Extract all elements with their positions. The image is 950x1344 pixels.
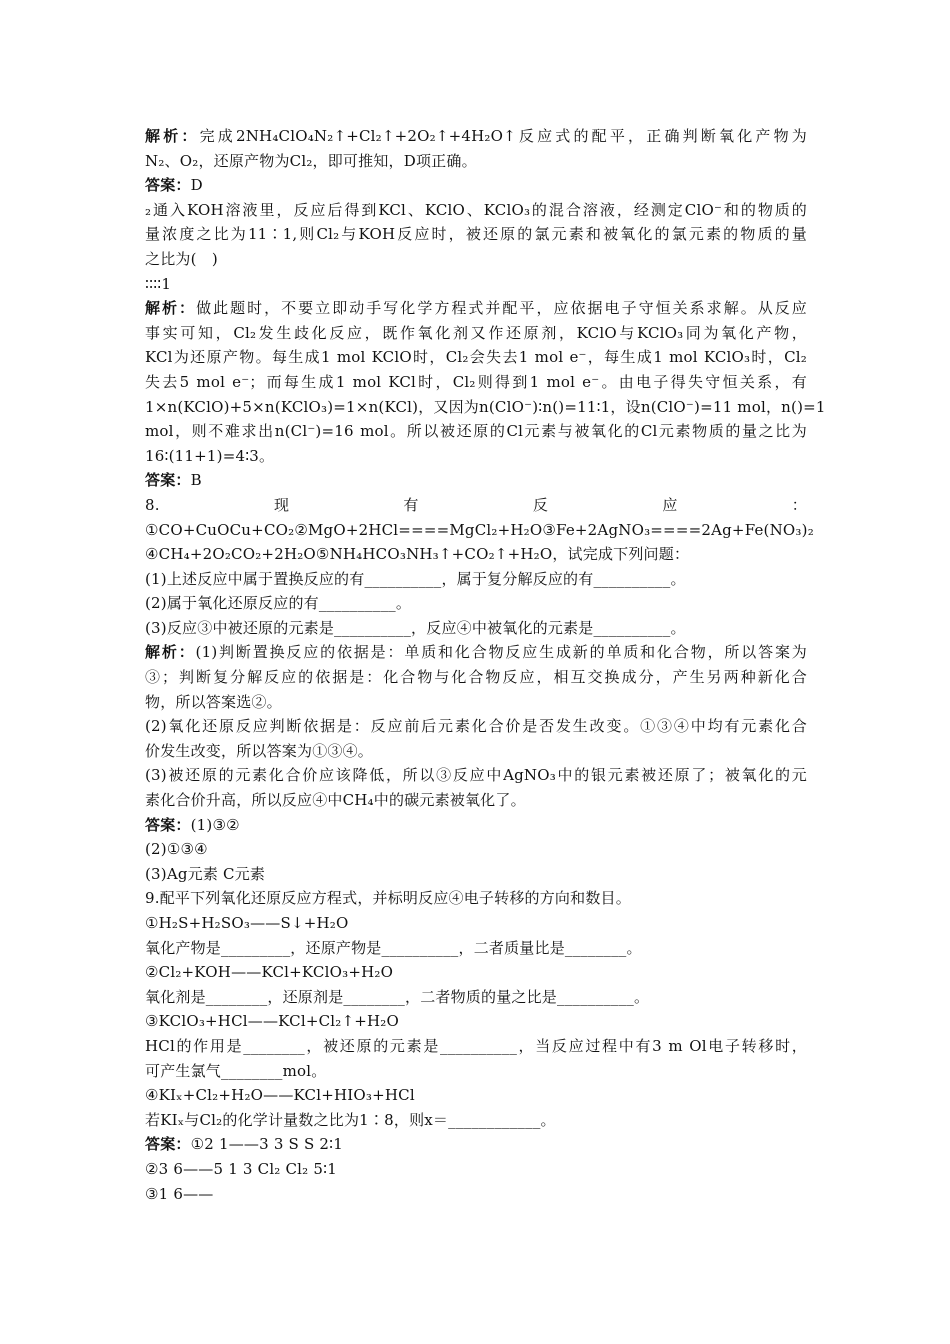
line-text: 氧化剂是________，还原剂是________，二者物质的量之比是__________。 xyxy=(145,987,650,1006)
line-text: 1×n(KClO)+5×n(KClO₃)=1×n(KCl)，又因为n(ClO⁻)∶n()=11∶1，设n(ClO⁻)=11 mol，n()=1 xyxy=(145,397,826,416)
text-line xyxy=(145,444,807,469)
text-line xyxy=(145,985,807,1010)
line-text: 做此题时，不要立即动手写化学方程式并配平，应依据电子守恒关系求解。从反应 xyxy=(196,299,807,318)
text-line xyxy=(145,468,807,493)
text-line xyxy=(145,788,807,813)
text-line xyxy=(145,222,807,247)
line-text: (3)反应③中被还原的元素是__________，反应④中被氧化的元素是__________。 xyxy=(145,618,686,637)
text-line xyxy=(145,714,807,739)
text-line xyxy=(145,640,807,665)
line-text: KCl为还原产物。每生成1 mol KClO时，Cl₂会失去1 mol e⁻，每生成1 mol KClO₃时，Cl₂ xyxy=(145,348,807,367)
line-text: 9.配平下列氧化还原反应方程式，并标明反应④电子转移的方向和数目。 xyxy=(145,889,631,908)
answer-label: 答案： xyxy=(145,1135,191,1154)
line-text: 量浓度之比为11∶1,则Cl₂与KOH反应时，被还原的氯元素和被氧化的氯元素的物质的量 xyxy=(145,225,807,244)
text-line xyxy=(145,1083,807,1108)
line-text: ①H₂S+H₂SO₃——S↓+H₂O xyxy=(145,914,349,932)
analysis-label: 解析： xyxy=(145,643,196,662)
spread-token: CO+CuOCu+CO₂②MgO+2HCl====MgCl₂+H₂O③Fe+2AgNO₃====2Ag+Fe(NO₃)₂ xyxy=(158,520,814,539)
text-line xyxy=(145,296,807,321)
line-text: ③1 6—— xyxy=(145,1184,214,1203)
spread-token: 8. xyxy=(145,495,160,514)
line-text: ∶∶∶∶1 xyxy=(145,274,172,293)
text-line xyxy=(145,665,807,690)
text-line xyxy=(145,1009,807,1034)
line-text: 价发生改变，所以答案为①③④。 xyxy=(145,741,374,760)
line-text: ④KIₓ+Cl₂+H₂O——KCl+HIO₃+HCl xyxy=(145,1086,415,1105)
text-line xyxy=(145,616,807,641)
text-line xyxy=(145,493,807,518)
text-line xyxy=(145,886,807,911)
line-text: 素化合价升高，所以反应④中CH₄中的碳元素被氧化了。 xyxy=(145,791,526,810)
text-line xyxy=(145,345,807,370)
text-line xyxy=(145,173,807,198)
line-text: (2)①③④ xyxy=(145,840,208,859)
line-text: ③KClO₃+HCl——KCl+Cl₂↑+H₂O xyxy=(145,1012,400,1031)
line-text: ①2 1——3 3 S S 2∶1 xyxy=(190,1135,344,1154)
document-body xyxy=(145,124,826,1206)
line-text: mol，则不难求出n(Cl⁻)=16 mol。所以被还原的Cl元素与被氧化的Cl元素物质的量之比为 xyxy=(145,422,807,441)
text-line xyxy=(145,542,807,567)
text-line xyxy=(145,1059,807,1084)
line-text: ₂通入KOH溶液里，反应后得到KCl、KClO、KClO₃的混合溶液，经测定ClO⁻和的物质的 xyxy=(145,200,807,219)
line-text: (2)氧化还原反应判断依据是：反应前后元素化合价是否发生改变。①③④中均有元素化合 xyxy=(145,717,807,736)
line-text: 若KIₓ与Cl₂的化学计量数之比为1∶8，则x＝____________。 xyxy=(145,1110,556,1129)
spread-token: ： xyxy=(791,495,807,514)
spread-token: 现 xyxy=(273,495,290,514)
text-line xyxy=(145,1034,807,1059)
line-text: 事实可知，Cl₂发生歧化反应，既作氧化剂又作还原剂，KClO与KClO₃同为氧化产物， xyxy=(145,323,807,342)
text-line xyxy=(145,272,807,297)
text-line xyxy=(145,149,807,174)
text-line xyxy=(145,124,807,149)
text-line xyxy=(145,370,807,395)
text-line xyxy=(145,247,807,272)
answer-label: 答案： xyxy=(145,471,191,490)
line-text: D xyxy=(190,176,203,195)
text-line xyxy=(145,763,807,788)
text-line xyxy=(145,518,814,543)
line-text: B xyxy=(190,471,202,490)
line-text: (1)③② xyxy=(190,815,240,834)
analysis-label: 解析： xyxy=(145,127,200,145)
text-line xyxy=(145,911,807,936)
line-text: 之比为( ) xyxy=(145,249,218,268)
spread-token: 应 xyxy=(662,495,678,514)
text-line xyxy=(145,690,807,715)
answer-label: 答案： xyxy=(145,815,191,834)
line-text: (2)属于氧化还原反应的有__________。 xyxy=(145,594,412,613)
line-text: ②3 6——5 1 3 Cl₂ Cl₂ 5∶1 xyxy=(145,1159,337,1178)
spread-token: ① xyxy=(145,520,159,539)
text-line xyxy=(145,936,807,961)
text-line xyxy=(145,419,807,444)
line-text: ④CH₄+2O₂CO₂+2H₂O⑤NH₄HCO₃NH₃↑+CO₂↑+H₂O，试完成下列问题： xyxy=(145,545,690,564)
line-text: HCl的作用是________，被还原的元素是__________，当反应过程中有3 m Ol电子转移时， xyxy=(145,1036,807,1055)
text-line xyxy=(145,395,826,420)
text-line xyxy=(145,739,807,764)
line-text: 氧化产物是_________，还原产物是__________，二者质量比是________。 xyxy=(145,938,642,957)
text-line xyxy=(145,813,807,838)
text-line xyxy=(145,1108,807,1133)
text-line xyxy=(145,1132,807,1157)
analysis-label: 解析： xyxy=(145,299,197,318)
line-text: 失去5 mol e⁻；而每生成1 mol KCl时，Cl₂则得到1 mol e⁻。由电子得失守恒关系，有 xyxy=(145,372,807,391)
line-text: 16∶(11+1)=4∶3。 xyxy=(145,446,275,465)
text-line xyxy=(145,198,807,223)
spread-token: 有 xyxy=(403,495,419,514)
text-line xyxy=(145,960,807,985)
text-line xyxy=(145,1157,807,1182)
text-line xyxy=(145,1182,807,1207)
line-text: ②Cl₂+KOH——KCl+KClO₃+H₂O xyxy=(145,963,394,982)
text-line xyxy=(145,591,807,616)
line-text: 完成2NH₄ClO₄N₂↑+Cl₂↑+2O₂↑+4H₂O↑反应式的配平，正确判断氧化产物为 xyxy=(199,127,807,145)
line-text: (3)Ag元素 C元素 xyxy=(145,864,266,883)
line-text: (3)被还原的元素化合价应该降低，所以③反应中AgNO₃中的银元素被还原了；被氧化的元 xyxy=(145,766,807,785)
text-line xyxy=(145,862,807,887)
text-line xyxy=(145,837,807,862)
line-text: (1)判断置换反应的依据是：单质和化合物反应生成新的单质和化合物，所以答案为 xyxy=(195,643,807,662)
spread-token: 反 xyxy=(532,495,549,514)
line-text: 物，所以答案选②。 xyxy=(145,692,282,711)
text-line xyxy=(145,567,807,592)
line-text: (1)上述反应中属于置换反应的有__________，属于复分解反应的有__________。 xyxy=(145,569,686,588)
line-text: 可产生氯气________mol。 xyxy=(145,1061,327,1080)
line-text: ③；判断复分解反应的依据是：化合物与化合物反应，相互交换成分，产生另两种新化合 xyxy=(145,668,807,687)
answer-label: 答案： xyxy=(145,176,191,195)
text-line xyxy=(145,321,807,346)
line-text: N₂、O₂，还原产物为Cl₂，即可推知，D项正确。 xyxy=(145,151,477,170)
